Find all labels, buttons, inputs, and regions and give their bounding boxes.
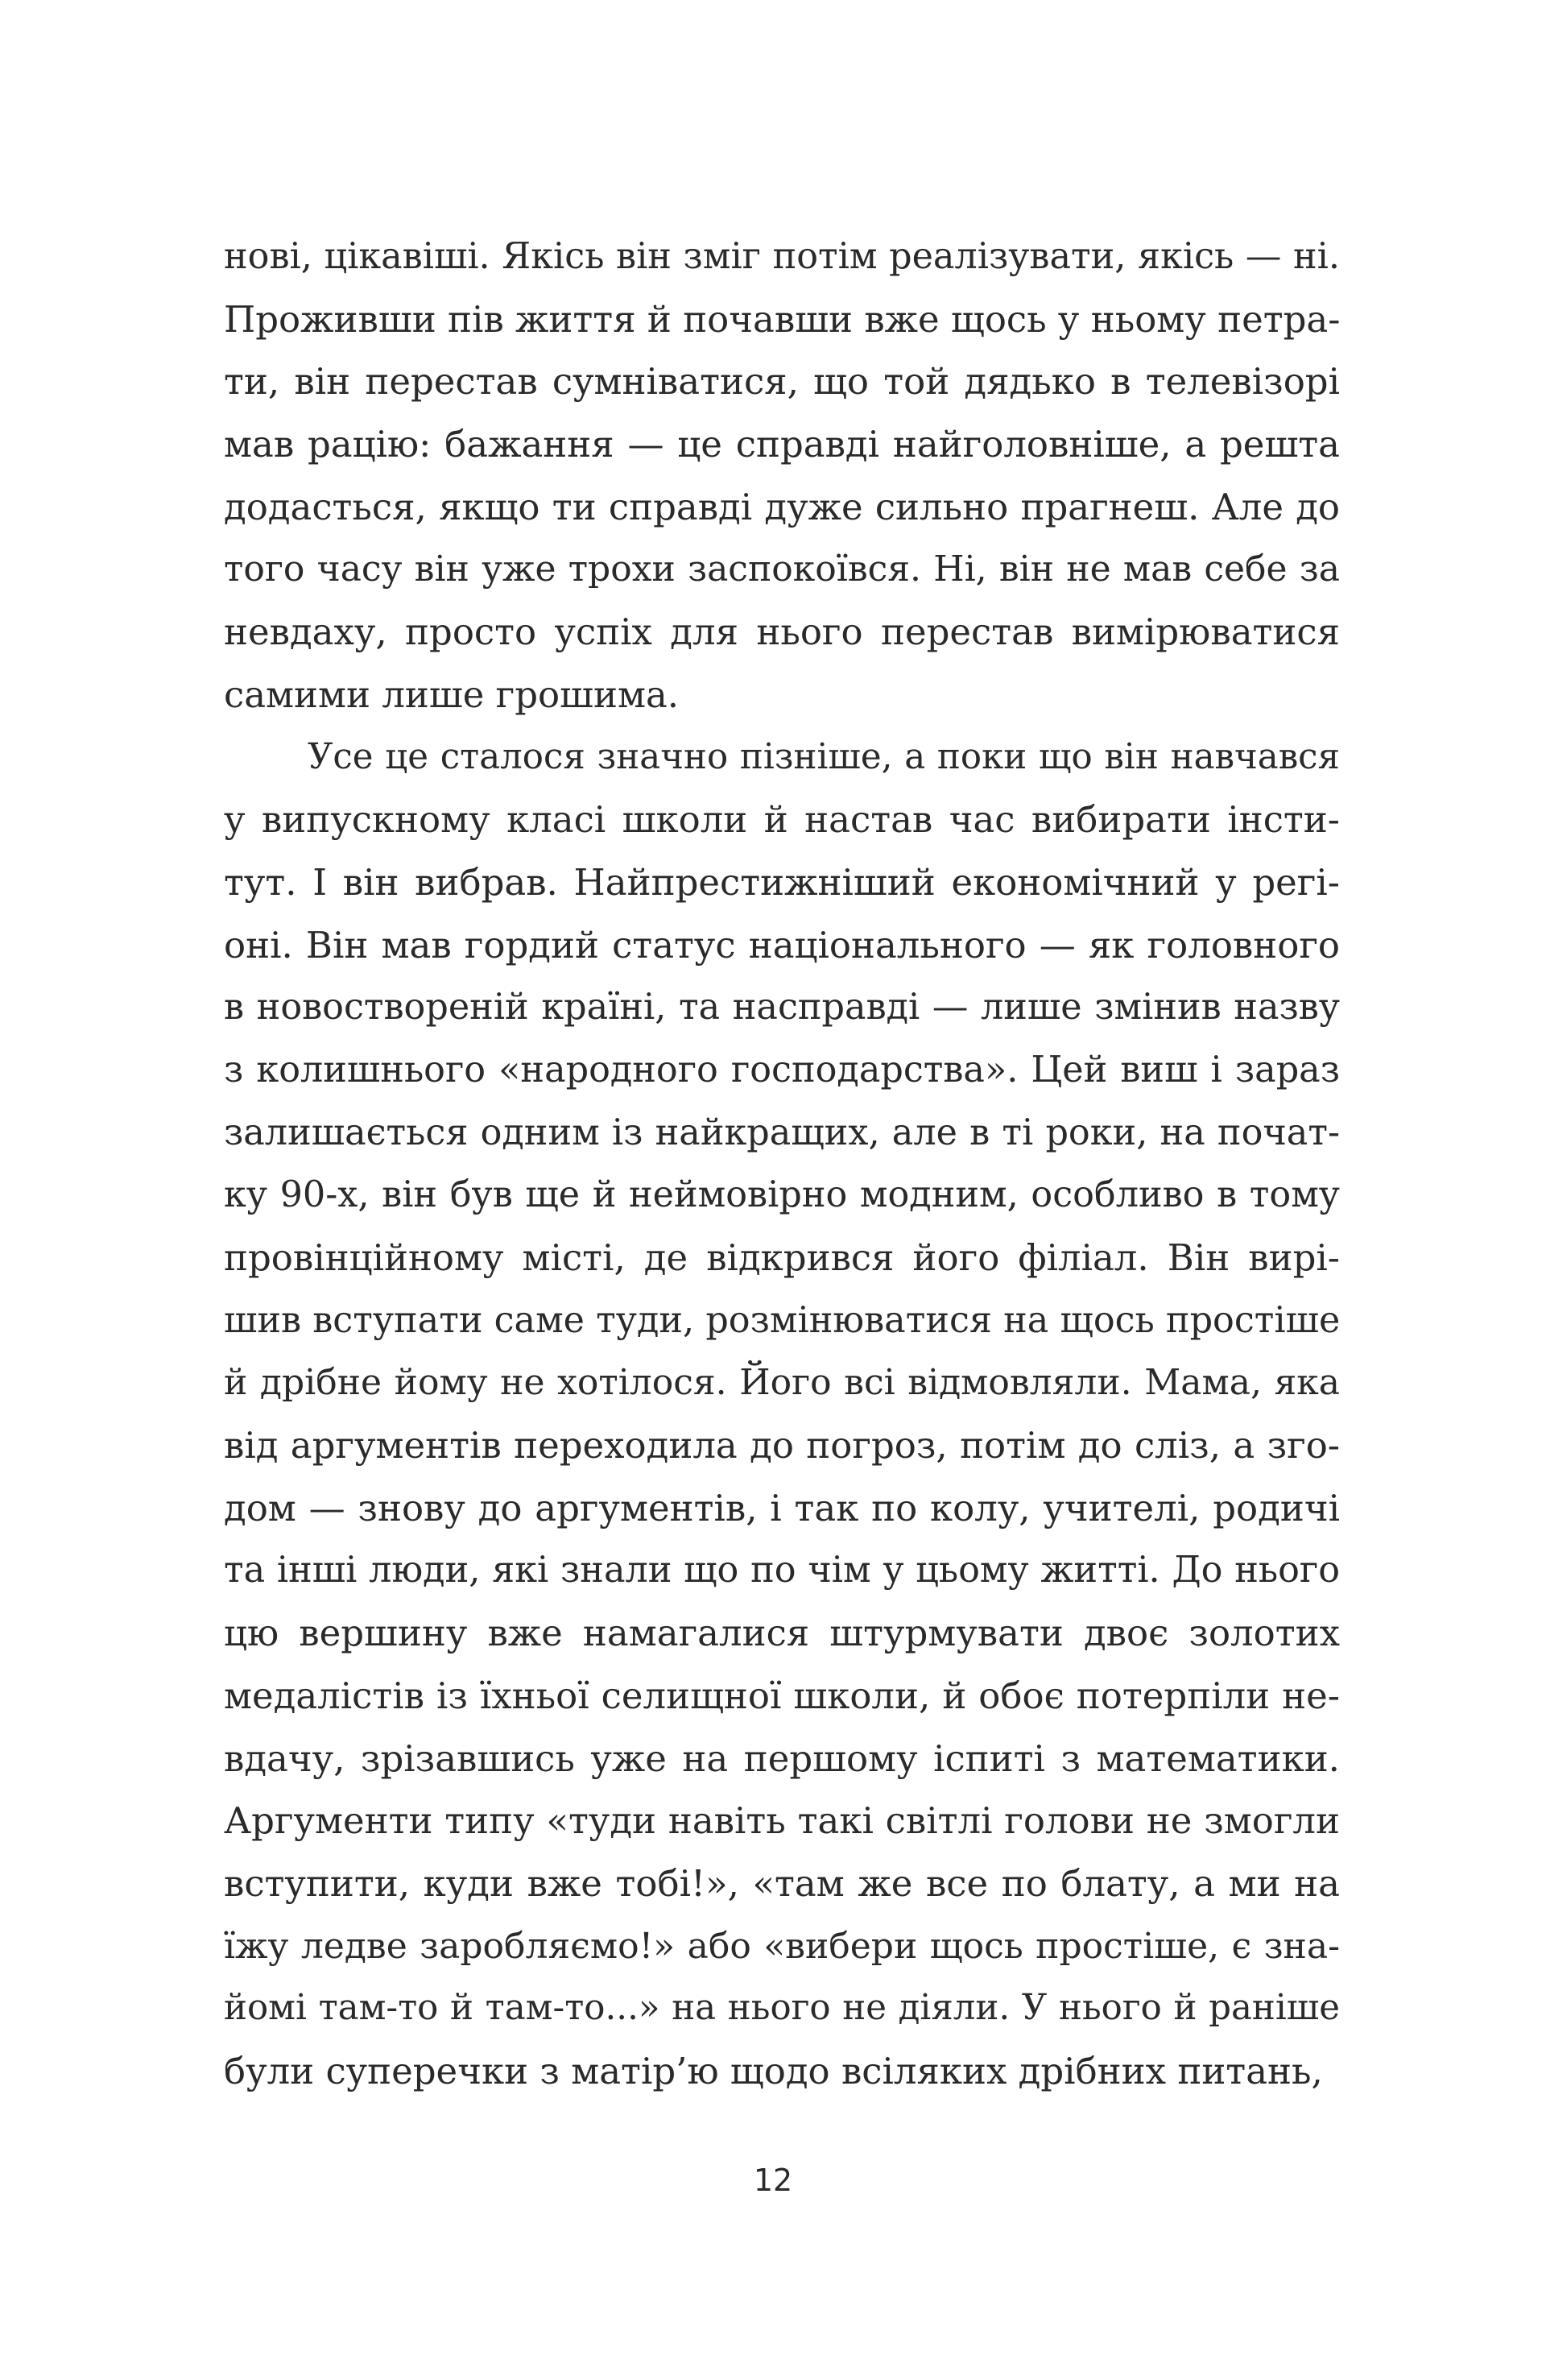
text-line: мав рацію: бажання — це справді найголовніше, а решта (224, 423, 1340, 466)
text-line: цю вершину вже намагалися штурмувати двоє золотих (224, 1612, 1340, 1655)
text-line: провінційному місті, де відкрився його філіал. Він вирі- (224, 1236, 1340, 1279)
text-line: тут. І він вибрав. Найпрестижніший економічний у регі- (224, 860, 1340, 904)
text-line: додасться, якщо ти справді дуже сильно прагнеш. Але до (224, 485, 1340, 528)
text-line: дом — знову до аргументів, і так по колу, учителі, родичі (224, 1486, 1340, 1529)
text-line: в новоствореній країні, та насправді — лише змінив назву (224, 987, 1340, 1029)
text-line: йомі там-то й там-то...» на нього не діяли. У нього й раніше (224, 1988, 1340, 2029)
text-line: у випускному класі школи й настав час вибирати інсти- (224, 798, 1340, 842)
text-line: Усе це сталося значно пізніше, а поки що він навчався (308, 736, 1340, 777)
text-line: медалістів із їхньої селищної школи, й обоє потерпіли не- (224, 1674, 1340, 1717)
text-line: нові, цікавіші. Якісь він зміг потім реалізувати, якісь — ні. (224, 236, 1340, 277)
text-line: їжу ледве заробляємо!» або «вибери щось простіше, є зна- (224, 1925, 1340, 1967)
text-line: та інші люди, які знали що по чім у цьому житті. До нього (224, 1550, 1340, 1591)
text-line: невдаху, просто успіх для нього перестав вимірюватися (224, 611, 1340, 654)
text-line: ти, він перестав сумніватися, що той дядько в телевізорі (224, 360, 1340, 404)
text-line: самими лише грошима. (224, 673, 680, 716)
text-line: з колишнього «народного господарства». Цей виш і зараз (224, 1049, 1340, 1091)
text-line: шив вступати саме туди, розмінюватися на щось простіше (224, 1299, 1341, 1341)
text-line: вступити, куди вже тобі!», «там же все по блату, а ми на (224, 1861, 1340, 1905)
text-line: Аргументи типу «туди навіть такі світлі голови не змогли (224, 1799, 1340, 1843)
text-line: ку 90-х, він був ще й неймовірно модним, особливо в тому (224, 1174, 1340, 1216)
text-line: оні. Він мав гордий статус національного — як головного (224, 923, 1340, 966)
text-line: від аргументів переходила до погроз, потім до сліз, а зго- (224, 1424, 1340, 1467)
paragraph (224, 726, 1340, 2103)
text-line: Проживши пів життя й почавши вже щось у ньому петра- (224, 297, 1341, 341)
body-text (224, 226, 1340, 2103)
text-line: вдачу, зрізавшись уже на першому іспиті з математики. (224, 1736, 1340, 1780)
text-line: залишається одним із найкращих, але в ті роки, на почат- (224, 1111, 1340, 1153)
paragraph (224, 226, 1340, 726)
text-line: й дрібне йому не хотілося. Його всі відмовляли. Мама, яка (224, 1362, 1340, 1404)
page-number: 12 (753, 2163, 793, 2198)
text-line: того часу він уже трохи заспокоївся. Ні, він не мав себе за (224, 548, 1340, 590)
text-line: були суперечки з матір’ю щодо всіляких дрібних питань, (224, 2049, 1323, 2092)
